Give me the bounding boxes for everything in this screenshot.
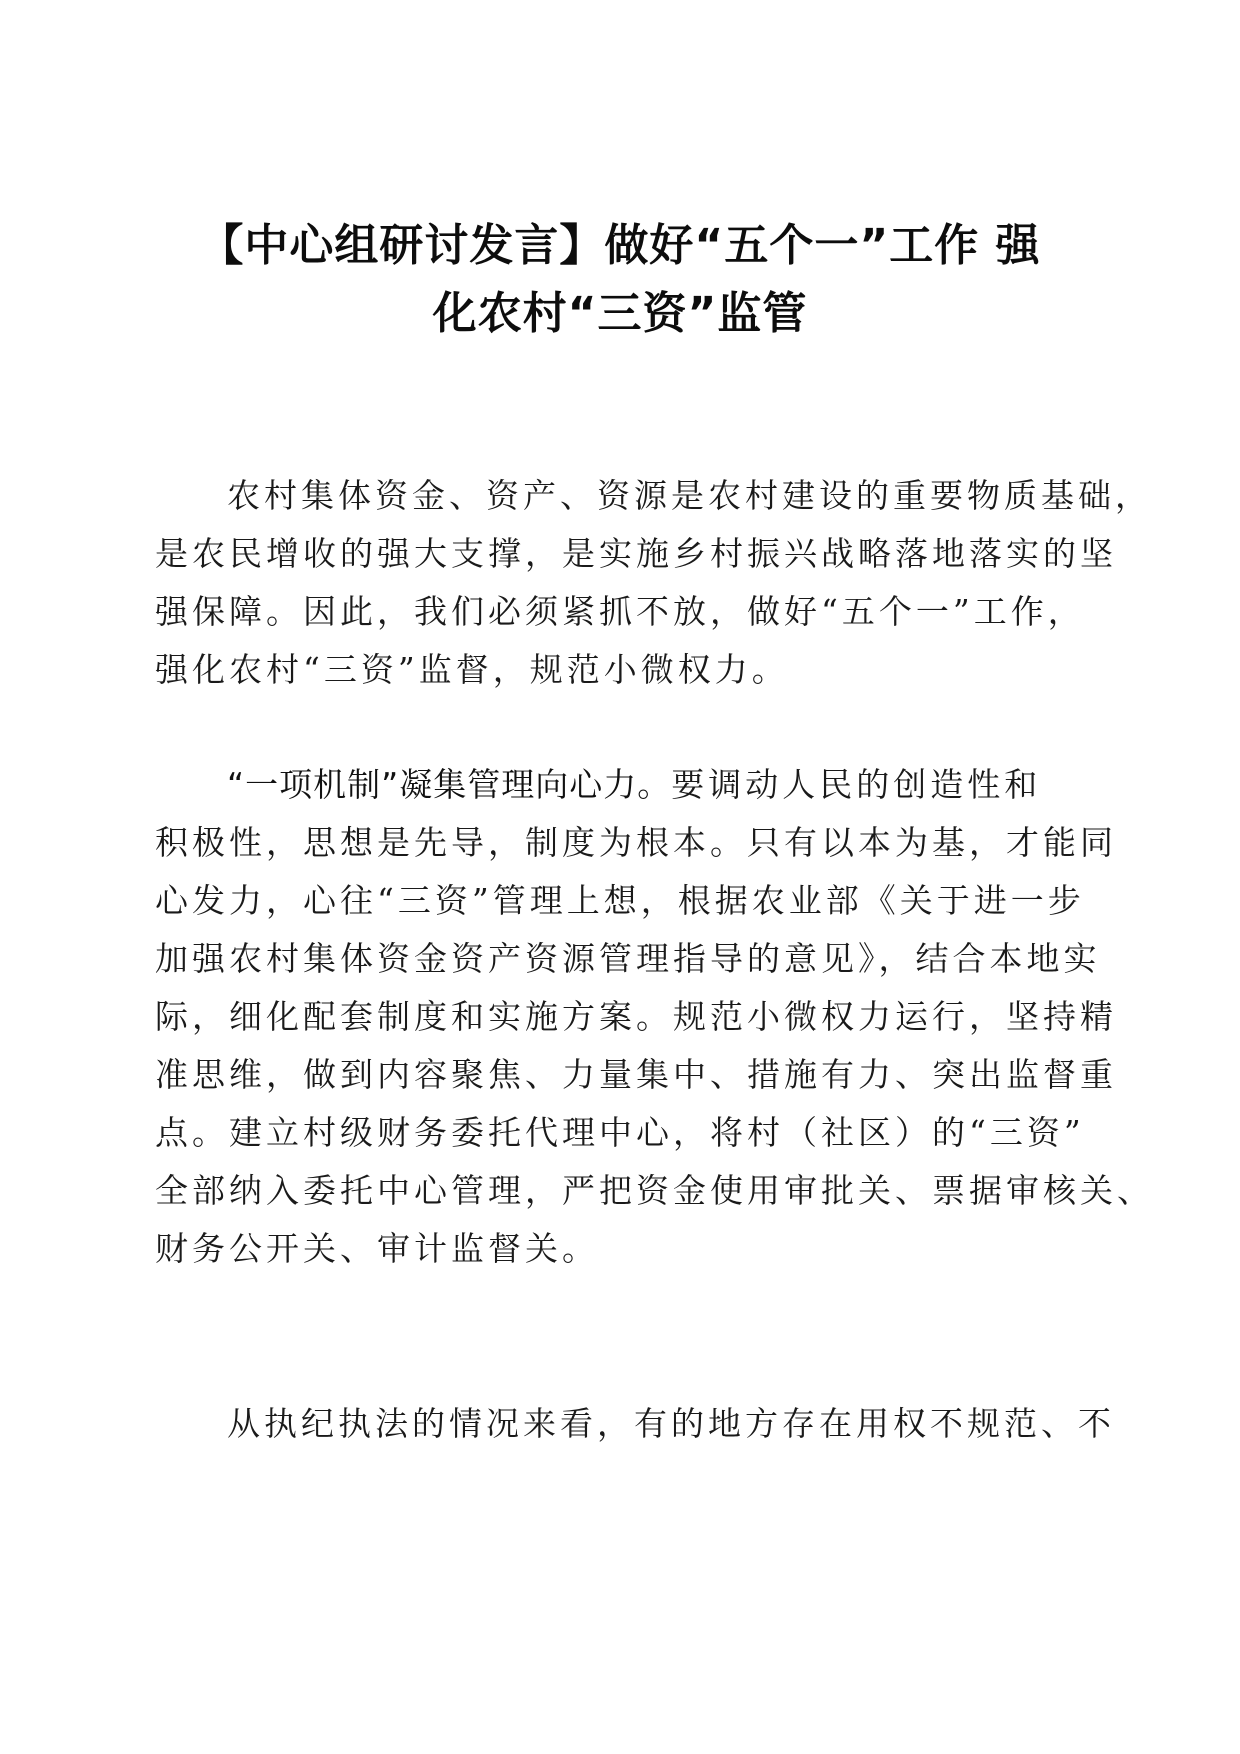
paragraph-2-line-9: 财务公开关、审计监督关。 [155, 1229, 599, 1268]
paragraph-1-line-1: 农村集体资金、资产、资源是农村建设的重要物质基础， [227, 476, 1152, 515]
paragraph-2-line-6: 准思维，做到内容聚焦、力量集中、措施有力、突出监督重 [155, 1055, 1117, 1094]
paragraph-2-line-5: 际，细化配套制度和实施方案。规范小微权力运行，坚持精 [155, 997, 1117, 1036]
paragraph-1-line-2: 是农民增收的强大支撑，是实施乡村振兴战略落地落实的坚 [155, 534, 1117, 573]
paragraph-2-line-3: 心发力，心往“三资”管理上想，根据农业部《关于进一步 [155, 881, 1085, 920]
paragraph-3-line-1: 从执纪执法的情况来看，有的地方存在用权不规范、不 [227, 1404, 1115, 1443]
paragraph-1-line-4: 强化农村“三资”监督，规范小微权力。 [155, 650, 789, 689]
paragraph-2-line-1-rest: 要调动人民的创造性和 [671, 765, 1042, 804]
paragraph-2-line-4: 加强农村集体资金资产资源管理指导的意见》，结合本地实 [155, 939, 1101, 978]
document-title-line-1: 【中心组研讨发言】做好“五个一”工作 强 [199, 220, 1041, 271]
paragraph-1-line-3: 强保障。因此，我们必须紧抓不放，做好“五个一”工作， [155, 592, 1085, 631]
paragraph-2-line-7: 点。建立村级财务委托代理中心，将村（社区）的“三资” [155, 1113, 1085, 1152]
paragraph-2-line-2: 积极性，思想是先导，制度为根本。只有以本为基，才能同 [155, 823, 1117, 862]
document-title-line-2: 化农村“三资”监管 [432, 288, 808, 339]
paragraph-2-line-1 [227, 759, 1041, 806]
paragraph-2-lead-heading: “一项机制”凝集管理向心力。 [227, 765, 672, 804]
paragraph-2-line-8: 全部纳入委托中心管理，严把资金使用审批关、票据审核关、 [155, 1171, 1154, 1210]
